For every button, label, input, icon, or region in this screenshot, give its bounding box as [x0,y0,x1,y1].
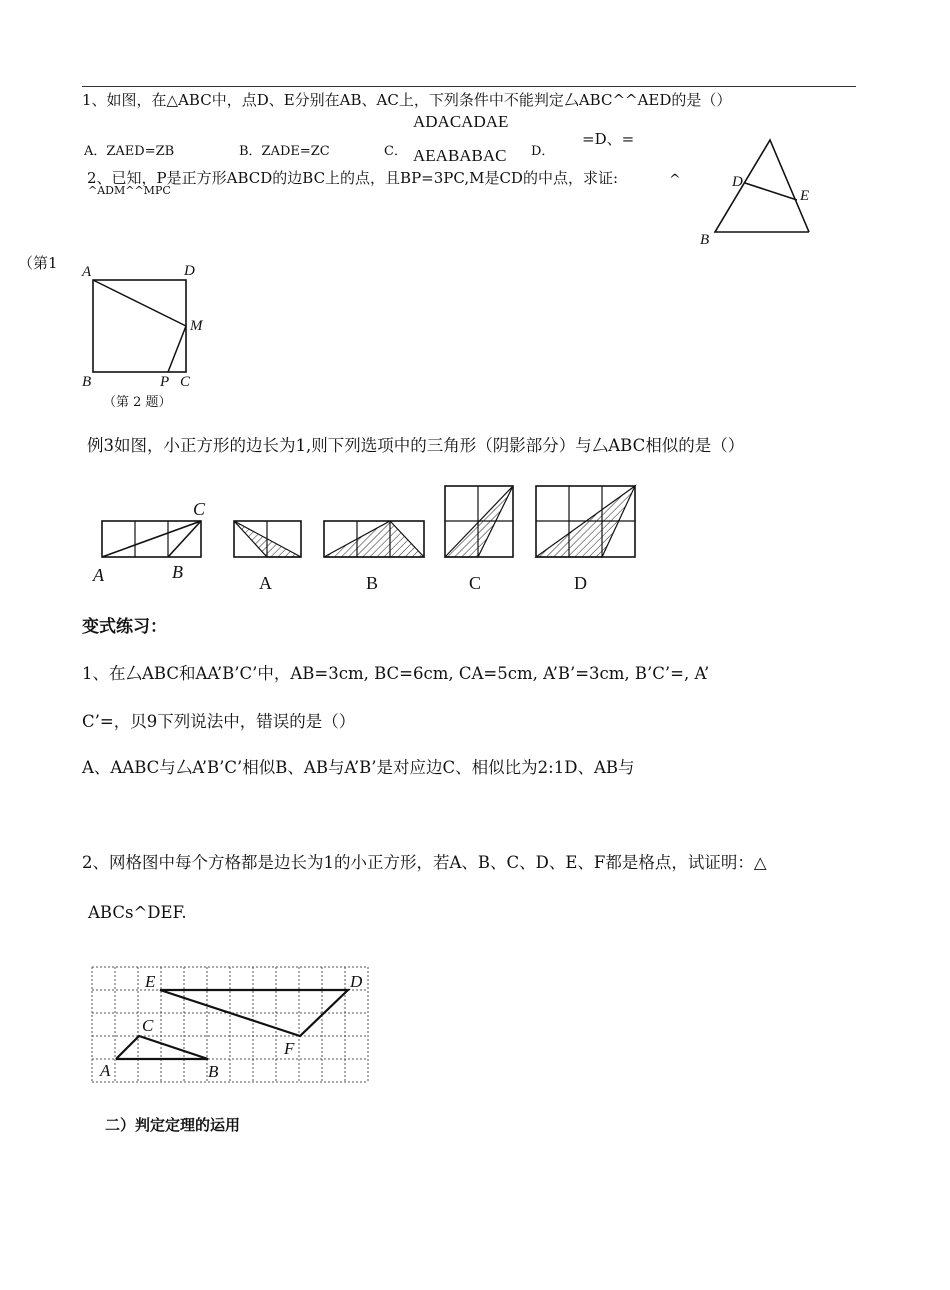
footer-heading: 二）判定定理的运用 [105,1116,241,1134]
section-heading: 变式练习： [82,617,167,637]
option-c-label: C [469,573,482,593]
option-c: C． [384,144,407,159]
caret-mark: ^ [669,172,681,188]
fig2-label-m: M [190,318,203,334]
practice-1-line-1: 1、在厶ABC和AA’B’C’中，AB=3cm, BC=6cm, CA=5cm, A’B’=3cm, B’C’=, A’ [82,664,710,683]
grid-label-e: E [145,972,156,991]
option-d-label: D [574,573,587,593]
fig2-label-c: C [180,374,191,390]
grid-label-d: D [350,972,363,991]
fig1-label-e: E [800,188,810,204]
ex3-label-a: A [93,565,104,585]
option-b: B．ZADE=ZC [239,144,330,159]
fig2-label-b: B [82,374,92,390]
fig2-label-a: A [82,264,92,280]
fig2-caption: （第 2 题） [103,395,172,410]
grid-label-b: B [208,1062,219,1081]
question-2-text: 2、已知，P是正方形ABCD的边BC上的点，且BP=3PC,M是CD的中点，求证: [87,169,619,187]
fig1-label-d: D [732,174,743,190]
fig2-label-d: D [184,263,195,279]
practice-2-line-2: ABCs^DEF. [88,903,187,922]
option-d-equation: =D、= [582,130,635,148]
grid-label-a: A [100,1061,111,1080]
grid-label-c: C [142,1016,154,1035]
question-1-text: 1、如图，在△ABC中，点D、E分别在AB、AC上，下列条件中不能判定厶ABC^^AED的是（） [82,91,732,109]
fraction-numerators: ADACADAE [413,112,509,131]
ex3-label-c: C [193,499,206,519]
option-a-label: A [259,573,272,593]
question-2-tail: ^ADM^^MPC [88,184,171,197]
triangle-abc-grid [116,1036,208,1059]
ex3-label-b: B [172,562,183,582]
fraction-denominators: AEABABAC [413,146,507,165]
practice-1-line-2: C’=，贝9下列说法中，错误的是（） [82,712,356,731]
fig2-label-p: P [160,374,170,390]
fig1-label-b: B [700,232,710,248]
grid-label-f: F [284,1039,295,1058]
figure-1-caption: （第1 [18,254,58,272]
option-b-label: B [366,573,379,593]
option-a: A．ZAED=ZB [84,144,175,159]
option-d: D． [531,144,555,159]
example-3-text: 例3如图，小正方形的边长为1,则下列选项中的三角形（阴影部分）与厶ABC相似的是（） [87,436,745,455]
practice-1-line-3: A、AABC与厶A’B’C’相似B、AB与A’B’是对应边C、相似比为2:1D、AB与 [82,758,635,777]
practice-2-line-1: 2、网格图中每个方格都是边长为1的小正方形，若A、B、C、D、E、F都是格点，试证明：△ [82,853,767,872]
